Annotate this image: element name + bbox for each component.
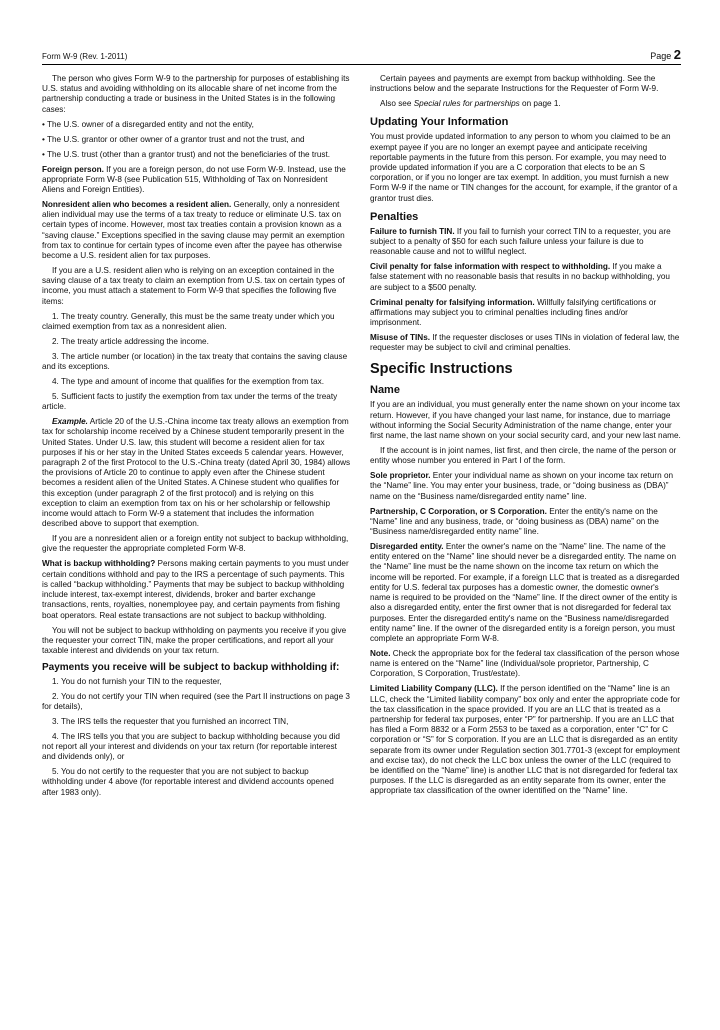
- paragraph: [370, 507, 681, 538]
- list-item: 5. Sufficient facts to justify the exemption from tax under the terms of the treaty article.: [42, 392, 338, 412]
- paragraph: You must provide updated information to any person to whom you claimed to be an exempt payee if you are no longer an exempt payee and anticipate receiving reportable payments in the future from this person. For example, you may need to provide updated information if you are a C corporation that elects to be an S corporation, or if you no longer are tax exempt. In addition, you must furnish a new Form W-9 if the name or TIN changes for the account, for example, if the grantor of a grantor trust dies.: [370, 132, 678, 203]
- paragraph: If you are an individual, you must generally enter the name shown on your income tax return. However, if you have changed your last name, for instance, due to marriage without informing the Social Security Administration of the name change, enter your first name, the last name shown on your social security card, and your new last name.: [370, 400, 681, 441]
- right-column: [370, 74, 681, 801]
- paragraph-text: Enter your individual name as shown on your income tax return on the “Name” line. You may enter your business, trade, or “doing business as (DBA)” name on the “Business name/disregarded entity name” line.: [370, 471, 674, 501]
- run-in-heading: Failure to furnish TIN.: [370, 226, 455, 236]
- paragraph: The person who gives Form W-9 to the partnership for purposes of establishing its U.S. status and avoiding withholding on its allocable share of net income from the partnership conducting a trade or business in the United States is in the following cases:: [42, 74, 350, 114]
- run-in-heading: Civil penalty for false information with respect to withholding.: [370, 262, 611, 272]
- paragraph-text: Also see: [380, 99, 414, 109]
- run-in-heading: Misuse of TINs.: [370, 333, 431, 343]
- run-in-heading: Criminal penalty for falsifying information.: [370, 297, 535, 307]
- paragraph: [42, 559, 351, 620]
- paragraph-text: Article 20 of the U.S.-China income tax treaty allows an exemption from tax for scholarship income received by a Chinese student temporarily present in the United States. Under U.S. law, this student will become a resident alien for tax purposes if his or her stay in the United States exceeds 5 calendar years. However, paragraph 2 of the first Protocol to the U.S.-China treaty (dated April 30, 1984) allows the provisions of Article 20 to continue to apply even after the Chinese student becomes a resident alien of the United States. A Chinese student who qualifies for this exception (under paragraph 2 of the first protocol) and is relying on this exception to claim an exemption from tax on his or her scholarship or fellowship income would attach to Form W-9 a statement that includes the information described above to support that exemption.: [42, 417, 351, 529]
- paragraph-text: If you fail to furnish your correct TIN to a requester, you are subject to a penalty of $50 for each such failure unless your failure is due to reasonable cause and not to willful neglect.: [370, 226, 671, 257]
- page-number: [650, 47, 681, 62]
- paragraph-text: Generally, only a nonresident alien individual may use the terms of a tax treaty to reduce or eliminate U.S. tax on certain types of income. However, most tax treaties contain a provision known as a “saving clause.” Exceptions specified in the saving clause may permit an exemption from tax to continue for certain types of income even after the payee has otherwise become a U.S. resident alien for tax purposes.: [42, 200, 345, 261]
- paragraph-text: on page 1.: [519, 99, 561, 109]
- run-in-heading: Example.: [52, 417, 88, 427]
- list-item: 2. The treaty article addressing the income.: [52, 336, 209, 346]
- paragraph: If you are a U.S. resident alien who is relying on an exception contained in the saving clause of a tax treaty to claim an exemption from U.S. tax on certain types of income, you must attach a statement to Form W-9 that specifies the following five items:: [42, 266, 345, 306]
- list-item: 3. The IRS tells the requester that you furnished an incorrect TIN,: [52, 716, 289, 726]
- paragraph: [370, 262, 681, 293]
- bullet-item: • The U.S. grantor or other owner of a grantor trust and not the trust, and: [42, 134, 305, 144]
- paragraph: [370, 227, 681, 258]
- page-header: [42, 44, 681, 65]
- paragraph: [370, 684, 681, 796]
- run-in-heading: Disregarded entity.: [370, 542, 444, 552]
- section-heading: Penalties: [370, 210, 419, 223]
- section-heading: Name: [370, 384, 400, 397]
- run-in-heading: Foreign person.: [42, 164, 104, 174]
- paragraph-text: Willfully falsifying certifications or affirmations may subject you to criminal penalties including fines and/or imprisonment.: [370, 297, 657, 328]
- list-item: 5. You do not certify to the requester that you are not subject to backup withholding under 4 above (for reportable interest and dividend accounts opened after 1983 only).: [42, 767, 334, 797]
- run-in-heading: Partnership, C Corporation, or S Corporation.: [370, 506, 547, 516]
- paragraph: You will not be subject to backup withholding on payments you receive if you give the requester your correct TIN, make the proper certifications, and report all your taxable interest and dividends on your tax return.: [42, 625, 347, 655]
- paragraph-text: Enter the entity's name on the “Name” line and any business, trade, or “doing business as (DBA) name” on the “Business name/disregarded entity name” line.: [370, 506, 659, 537]
- paragraph: Certain payees and payments are exempt from backup withholding. See the instructions below and the separate Instructions for the Requester of Form W-9.: [370, 74, 659, 94]
- form-identifier: Form W-9 (Rev. 1-2011): [42, 52, 128, 61]
- run-in-heading: Nonresident alien who becomes a resident alien.: [42, 200, 232, 210]
- paragraph-text: If you are a foreign person, do not use Form W-9. Instead, use the appropriate Form W-8 (see Publication 515, Withholding of Tax on Nonresident Aliens and Foreign Entities).: [42, 164, 346, 195]
- list-item: 3. The article number (or location) in the tax treaty that contains the saving clause and its exceptions.: [42, 351, 348, 372]
- paragraph: [370, 471, 681, 502]
- run-in-heading: Sole proprietor.: [370, 471, 431, 481]
- major-heading: Specific Instructions: [370, 361, 513, 378]
- section-heading: Payments you receive will be subject to backup withholding if:: [42, 662, 340, 674]
- section-heading: Updating Your Information: [370, 116, 509, 129]
- list-item: 2. You do not certify your TIN when required (see the Part II instructions on page 3 for details),: [42, 691, 350, 711]
- paragraph-text: Enter the owner's name on the “Name” line. The name of the entity entered on the “Name” line should never be a disregarded entity. The name on the “Name” line must be the name shown on the income tax return on which the income will be reported. For example, if a foreign LLC that is treated as a disregarded entity for U.S. federal tax purposes has a domestic owner, the domestic owner's name is required to be provided on the “Name” line. If the direct owner of the entity is also a disregarded entity, enter the first owner that is not disregarded for federal tax purposes. Enter the disregarded entity's name on the “Business name/disregarded entity name” line. If the owner of the disregarded entity is a foreign person, you must complete an appropriate Form W-8.: [370, 542, 680, 643]
- list-item: 4. The IRS tells you that you are subject to backup withholding because you did not report all your interest and dividends on your tax return (for reportable interest and dividends only), or: [42, 731, 340, 762]
- paragraph-text: If the person identified on the “Name” line is an LLC, check the “Limited liability company” box only and enter the appropriate code for the tax classification in the space provided. If you are an LLC that is treated as a partnership for federal tax purposes, enter “P” for partnership. If you are an LLC that has filed a Form 8832 or a Form 2553 to be taxed as a corporation, enter “C” for C corporation or “S” for S corporation. If you are an LLC that is disregarded as an entity separate from its owner under Regulation section 301.7701-3 (except for employment and excise tax), do not check the LLC box unless the owner of the LLC (required to be identified on the “Name” line) is another LLC that is not disregarded for federal tax purposes. If the LLC is disregarded as an entity separate from its owner, enter the appropriate tax classification of the owner identified on the “Name” line.: [370, 684, 680, 796]
- paragraph-text: Check the appropriate box for the federal tax classification of the person whose name is entered on the “Name” line (Individual/sole proprietor, Partnership, C Corporation, S Corporation, Trust/estate).: [370, 648, 680, 679]
- run-in-heading: What is backup withholding?: [42, 559, 156, 569]
- bullet-item: • The U.S. trust (other than a grantor trust) and not the beneficiaries of the trust.: [42, 149, 331, 159]
- paragraph: [42, 200, 351, 261]
- page-word: Page: [650, 51, 672, 61]
- paragraph: [370, 333, 681, 353]
- paragraph: If you are a nonresident alien or a foreign entity not subject to backup withholding, give the requester the appropriate completed Form W-8.: [42, 534, 349, 554]
- paragraph-text: If the requester discloses or uses TINs in violation of federal law, the requester may be subject to civil and criminal penalties.: [370, 333, 680, 353]
- paragraph: [370, 99, 681, 109]
- list-item: 1. You do not furnish your TIN to the requester,: [52, 676, 222, 686]
- paragraph: [42, 165, 351, 196]
- paragraph-text: If you make a false statement with no reasonable basis that results in no backup withholding, you are subject to a $500 penalty.: [370, 262, 670, 292]
- bullet-item: • The U.S. owner of a disregarded entity and not the entity,: [42, 119, 254, 129]
- run-in-heading: Limited Liability Company (LLC).: [370, 684, 498, 694]
- cross-reference: Special rules for partnerships: [413, 99, 520, 109]
- page-num-value: 2: [673, 47, 681, 62]
- run-in-heading: Note.: [370, 648, 391, 658]
- list-item: 1. The treaty country. Generally, this must be the same treaty under which you claimed exemption from tax as a nonresident alien.: [42, 311, 335, 331]
- paragraph: [370, 542, 681, 644]
- paragraph: If the account is in joint names, list first, and then circle, the name of the person or entity whose number you entered in Part I of the form.: [370, 446, 677, 466]
- paragraph-text: Persons making certain payments to you must under certain conditions withhold and pay to the IRS a percentage of such payments. This is called “backup withholding.” Payments that may be subject to backup withholding include interest, tax-exempt interest, dividends, broker and barter exchange transactions, rents, royalties, nonemployee pay, and certain payments from fishing boat operators. Real estate transactions are not subject to backup withholding.: [42, 559, 349, 620]
- paragraph: [370, 298, 681, 329]
- left-column: [42, 74, 351, 803]
- paragraph: [370, 649, 681, 680]
- paragraph: [42, 417, 351, 529]
- list-item: 4. The type and amount of income that qualifies for the exemption from tax.: [52, 377, 325, 387]
